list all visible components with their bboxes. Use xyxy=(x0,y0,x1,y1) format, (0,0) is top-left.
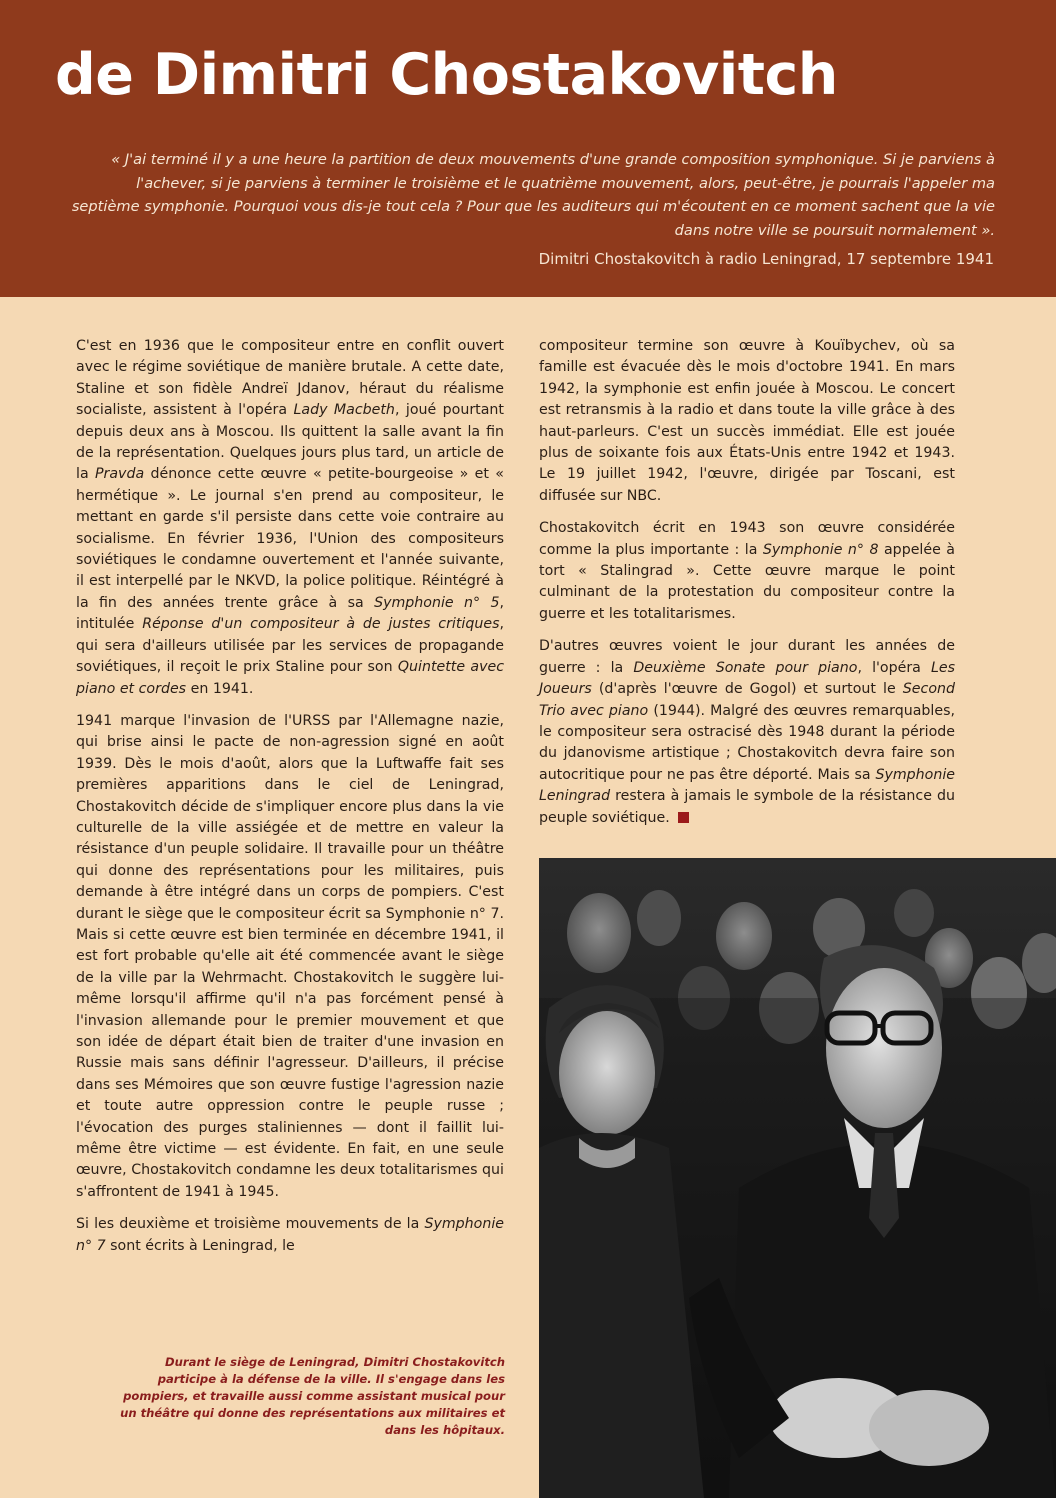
left-column xyxy=(76,336,504,1268)
right-paragraph-1: compositeur termine son œuvre à Kouïbychev, où sa famille est évacuée dès le mois d'octobre 1941. En mars 1942, la symphonie est enfin jouée à Moscou. Le concert est retransmis à la radio et dans toute la ville grâce à des haut-parleurs. C'est un succès immédiat. Elle est jouée plus de soixante fois aux États-Unis entre 1942 et 1943. Le 19 juillet 1942, l'œuvre, dirigée par Toscani, est diffusée sur NBC. xyxy=(539,338,955,504)
quote-attribution: Dimitri Chostakovitch à radio Leningrad, 17 septembre 1941 xyxy=(538,250,994,268)
header-band xyxy=(0,0,1056,297)
left-paragraph-2: 1941 marque l'invasion de l'URSS par l'Allemagne nazie, qui brise ainsi le pacte de non-agression signé en août 1939. Dès le mois d'août, alors que la Luftwaffe fait ses premières apparitions dans le ciel de Leningrad, Chostakovitch décide de s'impliquer encore plus dans la vie culturelle de la ville assiégée et de mettre en valeur la résistance d'un peuple solidaire. Il travaille pour un théâtre qui donne des représentations pour les militaires, puis demande à être intégré dans un corps de pompiers. C'est durant le siège que le compositeur écrit sa Symphonie n° 7. Mais si cette œuvre est bien terminée en décembre 1941, il est fort probable qu'elle ait été commencée avant le siège de la ville par la Wehrmacht. Chostakovitch le suggère lui-même lorsqu'il affirme qu'il n'a pas forcément pensé à l'invasion allemande pour le premier mouvement et que son idée de départ était bien de traiter d'une invasion en Russie mais sans définir l'agresseur. D'ailleurs, il précise dans ses Mémoires que son œuvre fustige l'agression nazie et toute autre oppression contre le peuple russe ; l'évocation des purges staliniennes — dont il faillit lui-même être victime — est évidente. En fait, en une seule œuvre, Chostakovitch condamne les deux totalitarismes qui s'affrontent de 1941 à 1945. xyxy=(76,712,504,1200)
header-quote: « J'ai terminé il y a une heure la partition de deux mouvements d'une grande composition symphonique. Si je parviens à l'achever, si je parviens à terminer le troisième et le quatrième mouvement, alors, peut-être, je pourrais l'appeler ma septième symphonie. Pourquoi vous dis-je tout cela ? Pour que les auditeurs qui m'écoutent en ce moment sachent que la vie dans notre ville se poursuit normalement ». xyxy=(71,151,995,239)
end-mark-icon xyxy=(678,812,689,823)
right-paragraph-2: Chostakovitch écrit en 1943 son œuvre considérée comme la plus importante : la Symphonie n° 8 appelée à tort « Stalingrad ». Cette œuvre marque le point culminant de la protestation du compositeur contre la guerre et les totalitarismes. xyxy=(539,520,955,622)
right-paragraph-3: D'autres œuvres voient le jour durant les années de guerre : la Deuxième Sonate pour piano, l'opéra Les Joueurs (d'après l'œuvre de Gogol) et surtout le Second Trio avec piano (1944). Malgré des œuvres remarquables, le compositeur sera ostracisé dès 1948 durant la période du jdanovisme artistique ; Chostakovitch devra faire son autocritique pour ne pas être déporté. Mais sa Symphonie Leningrad restera à jamais le symbole de la résistance du peuple soviétique. xyxy=(539,638,955,826)
photo-caption: Durant le siège de Leningrad, Dimitri Chostakovitch participe à la défense de la ville. Il s'engage dans les pompiers, et travaille aussi comme assistant musical pour un théâtre qui donne des représentations aux militaires et dans les hôpitaux. xyxy=(120,1355,505,1437)
page-title: de Dimitri Chostakovitch xyxy=(55,42,838,108)
left-paragraph-3: Si les deuxième et troisième mouvements de la Symphonie n° 7 sont écrits à Leningrad, le xyxy=(76,1216,504,1254)
left-paragraph-1: C'est en 1936 que le compositeur entre en conflit ouvert avec le régime soviétique de manière brutale. A cette date, Staline et son fidèle Andreï Jdanov, héraut du réalisme socialiste, assistent à l'opéra Lady Macbeth, joué pourtant depuis deux ans à Moscou. Ils quittent la salle avant la fin de la représentation. Quelques jours plus tard, un article de la Pravda dénonce cette œuvre « petite-bourgeoise » et « hermétique ». Le journal s'en prend au compositeur, le mettant en garde s'il persiste dans cette voie contraire au socialisme. En février 1936, l'Union des compositeurs soviétiques le condamne ouvertement et l'année suivante, il est interpellé par le NKVD, la police politique. Réintégré à la fin des années trente grâce à sa Symphonie n° 5, intitulée Réponse d'un compositeur à de justes critiques, qui sera d'ailleurs utilisée par les services de propagande soviétiques, il reçoit le prix Staline pour son Quintette avec piano et cordes en 1941. xyxy=(76,338,504,697)
audience-photo xyxy=(539,858,1056,1498)
right-column xyxy=(539,336,955,840)
